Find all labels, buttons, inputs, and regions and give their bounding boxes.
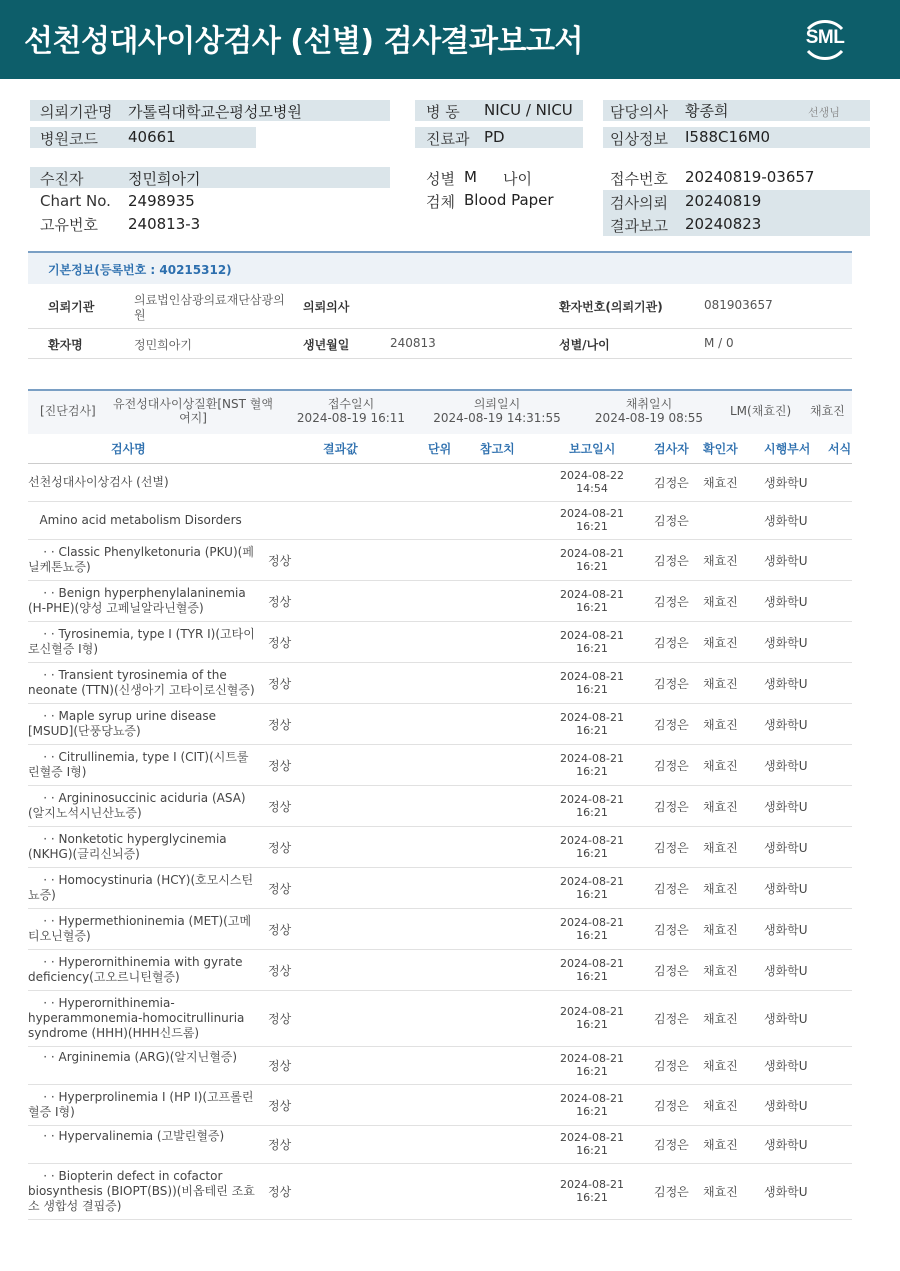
confirmer-name: 채효진 (703, 800, 738, 814)
report-time: 16:21 (576, 1105, 608, 1118)
test-name: · · Hyperornithinemia-hyperammonemia-homocitrullinuria syndrome (HHH)(HHH신드롬) (28, 996, 249, 1040)
dept-name: 생화학U (764, 1138, 808, 1152)
table-row (28, 501, 852, 540)
table-row (28, 990, 852, 1047)
test-name: Amino acid metabolism Disorders (28, 513, 242, 527)
confirmer-name: 채효진 (703, 882, 738, 896)
report-time: 16:21 (576, 560, 608, 573)
report-date: 2024-08-21 (560, 752, 624, 765)
dept-name: 생화학U (764, 964, 808, 978)
confirmer-name: 채효진 (703, 923, 738, 937)
test-name: · · Hypermethioninemia (MET)(고메티오닌혈증) (28, 914, 252, 943)
dept-name: 생화학U (764, 759, 808, 773)
report-time: 16:21 (576, 888, 608, 901)
report-date: 2024-08-21 (560, 916, 624, 929)
test-name: · · Hyperornithinemia with gyrate deficiency(고오르니틴혈증) (28, 955, 247, 984)
basic-name-label: 환자명 (48, 338, 83, 352)
diag-collect-value: 2024-08-19 08:55 (594, 411, 704, 425)
report-datetime (554, 793, 630, 819)
basic-org-value-1: 의료법인삼광의료재단삼광의 (134, 293, 285, 307)
sex-label: 성별 (426, 170, 455, 188)
basic-info-header (28, 251, 852, 284)
dept-name: 생화학U (764, 595, 808, 609)
table-row (28, 1163, 852, 1220)
test-name: · · Biopterin defect in cofactor biosynthesis (BIOPT(BS))(비옵테린 조효소 생합성 결핍증) (28, 1169, 255, 1213)
report-date: 2024-08-21 (560, 670, 624, 683)
report-title: 선천성대사이상검사 (선별) 검사결과보고서 (24, 24, 583, 59)
tester-name: 김정은 (654, 677, 689, 691)
diag-receipt (286, 397, 416, 425)
report-time: 16:21 (576, 847, 608, 860)
doctor-label: 담당의사 (610, 103, 668, 121)
report-time: 16:21 (576, 765, 608, 778)
ward-label: 병 동 (426, 103, 460, 121)
dept-name: 생화학U (764, 841, 808, 855)
receipt-label: 접수번호 (610, 170, 668, 188)
dept-name: 생화학U (764, 1059, 808, 1073)
report-datetime (554, 507, 630, 533)
table-row (28, 908, 852, 950)
logo-text: SML (805, 27, 845, 48)
tester-name: 김정은 (654, 1059, 689, 1073)
request-value: 20240819 (685, 192, 762, 210)
basic-info-row-2 (28, 328, 852, 359)
th-confirmer: 확인자 (703, 442, 738, 456)
test-name: · · Transient tyrosinemia of the neonate (TTN)(신생아기 고타이로신혈증) (28, 668, 255, 697)
test-name: · · Benign hyperphenylalaninemia (H-PHE)(양성 고페닐알라닌혈증) (28, 586, 250, 615)
report-datetime (554, 469, 630, 495)
basic-sexage-value: M / 0 (704, 336, 734, 350)
report-datetime (554, 834, 630, 860)
report-time: 16:21 (576, 601, 608, 614)
age-label: 나이 (503, 170, 532, 188)
confirmer-name: 채효진 (703, 1059, 738, 1073)
result-value: 정상 (268, 882, 292, 896)
report-label: 결과보고 (610, 217, 668, 235)
table-row (28, 539, 852, 581)
doctor-note: 선생님 (808, 106, 840, 119)
report-time: 16:21 (576, 1018, 608, 1031)
results-table-header (28, 432, 852, 464)
report-time: 14:54 (576, 482, 608, 495)
report-date: 2024-08-21 (560, 588, 624, 601)
report-datetime (554, 1052, 630, 1078)
report-time: 16:21 (576, 1191, 608, 1204)
dept-name: 생화학U (764, 1099, 808, 1113)
specimen-label: 검체 (426, 193, 455, 211)
dept-value: PD (484, 128, 505, 146)
report-header (0, 0, 900, 79)
th-name: 검사명 (111, 442, 146, 456)
test-name: · · Argininemia (ARG)(알지닌혈증) (28, 1050, 238, 1064)
report-datetime (554, 629, 630, 655)
diagnosis-summary (28, 389, 852, 434)
basic-sexage-label: 성별/나이 (559, 338, 610, 352)
tester-name: 김정은 (654, 1138, 689, 1152)
test-name: · · Classic Phenylketonuria (PKU)(페닐케톤뇨증) (28, 545, 254, 574)
test-name: · · Tyrosinemia, type I (TYR I)(고타이로신혈증 I형) (28, 627, 255, 656)
org-label: 의뢰기관명 (40, 103, 113, 121)
report-datetime (554, 1005, 630, 1031)
confirmer-name: 채효진 (703, 964, 738, 978)
table-row (28, 949, 852, 991)
basic-name-value: 정민희아기 (134, 338, 192, 352)
th-result: 결과값 (323, 442, 358, 456)
confirmer-name: 채효진 (703, 636, 738, 650)
table-row (28, 580, 852, 622)
report-value: 20240823 (685, 215, 762, 233)
report-time: 16:21 (576, 929, 608, 942)
basic-info-section (28, 251, 852, 359)
clinical-label: 임상정보 (610, 130, 668, 148)
table-row (28, 621, 852, 663)
dept-name: 생화학U (764, 476, 808, 490)
sex-value: M (464, 168, 477, 186)
th-tester: 검사자 (654, 442, 689, 456)
diag-lm: LM(채효진) (730, 404, 792, 418)
report-datetime (554, 547, 630, 573)
table-row (28, 463, 852, 502)
basic-org-value-2: 원 (134, 308, 146, 322)
report-datetime (554, 916, 630, 942)
org-value: 가톨릭대학교은평성모병원 (128, 103, 302, 121)
result-value: 정상 (268, 1138, 292, 1152)
report-date: 2024-08-21 (560, 834, 624, 847)
tester-name: 김정은 (654, 1012, 689, 1026)
dept-name: 생화학U (764, 677, 808, 691)
diag-name-line2: 여지] (179, 411, 207, 425)
report-time: 16:21 (576, 683, 608, 696)
result-value: 정상 (268, 677, 292, 691)
report-datetime (554, 711, 630, 737)
report-date: 2024-08-21 (560, 793, 624, 806)
dept-name: 생화학U (764, 636, 808, 650)
test-name: · · Citrullinemia, type I (CIT)(시트룰린혈증 I형) (28, 750, 249, 779)
result-value: 정상 (268, 1099, 292, 1113)
diag-request (428, 397, 566, 425)
report-date: 2024-08-21 (560, 1131, 624, 1144)
result-value: 정상 (268, 636, 292, 650)
dept-name: 생화학U (764, 800, 808, 814)
tester-name: 김정은 (654, 964, 689, 978)
dept-label: 진료과 (426, 130, 470, 148)
basic-doctor-label: 의뢰의사 (303, 300, 350, 314)
report-date: 2024-08-21 (560, 711, 624, 724)
report-time: 16:21 (576, 806, 608, 819)
hospcode-value: 40661 (128, 128, 176, 146)
report-time: 16:21 (576, 642, 608, 655)
diag-person: 채효진 (810, 404, 845, 418)
table-row (28, 785, 852, 827)
diag-collect-label: 채취일시 (625, 397, 673, 411)
result-value: 정상 (268, 964, 292, 978)
report-date: 2024-08-21 (560, 1052, 624, 1065)
chart-value: 2498935 (128, 192, 195, 210)
table-row (28, 1125, 852, 1164)
report-datetime (554, 1092, 630, 1118)
tester-name: 김정은 (654, 718, 689, 732)
dept-name: 생화학U (764, 923, 808, 937)
confirmer-name: 채효진 (703, 1185, 738, 1199)
result-value: 정상 (268, 554, 292, 568)
report-date: 2024-08-21 (560, 875, 624, 888)
report-date: 2024-08-21 (560, 1005, 624, 1018)
report-date: 2024-08-21 (560, 1092, 624, 1105)
report-date: 2024-08-21 (560, 507, 624, 520)
th-dept: 시행부서 (764, 442, 811, 456)
hospcode-label: 병원코드 (40, 130, 98, 148)
tester-name: 김정은 (654, 800, 689, 814)
report-time: 16:21 (576, 1144, 608, 1157)
basic-birth-label: 생년월일 (303, 338, 350, 352)
report-datetime (554, 875, 630, 901)
report-datetime (554, 957, 630, 983)
report-date: 2024-08-21 (560, 957, 624, 970)
confirmer-name: 채효진 (703, 476, 738, 490)
test-name: · · Hypervalinemia (고발린혈증) (28, 1129, 225, 1143)
dept-name: 생화학U (764, 554, 808, 568)
tester-name: 김정은 (654, 595, 689, 609)
result-value: 정상 (268, 595, 292, 609)
request-label: 검사의뢰 (610, 194, 668, 212)
basic-info-title: 기본정보(등록번호 : 40215312) (48, 263, 232, 277)
report-datetime (554, 670, 630, 696)
report-datetime (554, 588, 630, 614)
tester-name: 김정은 (654, 554, 689, 568)
result-value: 정상 (268, 1185, 292, 1199)
th-date: 보고일시 (569, 442, 616, 456)
report-datetime (554, 1178, 630, 1204)
patient-bar (30, 167, 390, 188)
ward-value: NICU / NICU (484, 101, 573, 119)
dept-name: 생화학U (764, 718, 808, 732)
result-value: 정상 (268, 1012, 292, 1026)
test-name: · · Maple syrup urine disease [MSUD](단풍당뇨증) (28, 709, 220, 738)
tester-name: 김정은 (654, 636, 689, 650)
tester-name: 김정은 (654, 882, 689, 896)
result-value: 정상 (268, 841, 292, 855)
confirmer-name: 채효진 (703, 595, 738, 609)
th-form: 서식 (828, 442, 852, 456)
diag-tag: [진단검사] (40, 404, 96, 418)
tester-name: 김정은 (654, 759, 689, 773)
diag-request-label: 의뢰일시 (473, 397, 521, 411)
receipt-value: 20240819-03657 (685, 168, 815, 186)
confirmer-name: 채효진 (703, 718, 738, 732)
basic-org-label: 의뢰기관 (48, 300, 95, 314)
diag-receipt-value: 2024-08-19 16:11 (296, 411, 406, 425)
report-time: 16:21 (576, 970, 608, 983)
diag-request-value: 2024-08-19 14:31:55 (433, 411, 561, 425)
tester-name: 김정은 (654, 841, 689, 855)
result-value: 정상 (268, 923, 292, 937)
diag-name (108, 397, 278, 425)
report-datetime (554, 752, 630, 778)
table-row (28, 1046, 852, 1085)
confirmer-name: 채효진 (703, 1012, 738, 1026)
tester-name: 김정은 (654, 514, 689, 528)
diag-name-line1: 유전성대사이상질환[NST 혈액 (113, 397, 273, 411)
dept-name: 생화학U (764, 882, 808, 896)
result-value: 정상 (268, 759, 292, 773)
result-value: 정상 (268, 1059, 292, 1073)
specimen-value: Blood Paper (464, 191, 554, 209)
confirmer-name: 채효진 (703, 1099, 738, 1113)
unique-value: 240813-3 (128, 215, 201, 233)
chart-label: Chart No. (40, 192, 111, 210)
report-date: 2024-08-22 (560, 469, 624, 482)
result-value: 정상 (268, 718, 292, 732)
table-row (28, 826, 852, 868)
tester-name: 김정은 (654, 1185, 689, 1199)
dept-name: 생화학U (764, 1012, 808, 1026)
tester-name: 김정은 (654, 1099, 689, 1113)
basic-info-row-1 (28, 284, 852, 329)
unique-label: 고유번호 (40, 216, 98, 234)
tester-name: 김정은 (654, 923, 689, 937)
table-row (28, 1084, 852, 1126)
report-time: 16:21 (576, 724, 608, 737)
clinical-value: I588C16M0 (685, 128, 771, 146)
table-row (28, 744, 852, 786)
table-row (28, 662, 852, 704)
report-time: 16:21 (576, 1065, 608, 1078)
report-date: 2024-08-21 (560, 547, 624, 560)
basic-pid-value: 081903657 (704, 298, 773, 312)
dept-name: 생화학U (764, 1185, 808, 1199)
diag-receipt-label: 접수일시 (327, 397, 375, 411)
confirmer-name: 채효진 (703, 554, 738, 568)
table-row (28, 703, 852, 745)
doctor-value: 황종희 (685, 102, 729, 120)
patient-value: 정민희아기 (128, 170, 201, 188)
confirmer-name: 채효진 (703, 759, 738, 773)
report-date: 2024-08-21 (560, 1178, 624, 1191)
test-name: · · Homocystinuria (HCY)(호모시스틴뇨증) (28, 873, 254, 902)
test-name: 선천성대사이상검사 (선별) (28, 475, 169, 489)
report-date: 2024-08-21 (560, 629, 624, 642)
basic-birth-value: 240813 (390, 336, 436, 350)
result-value: 정상 (268, 800, 292, 814)
basic-pid-label: 환자번호(의뢰기관) (559, 300, 663, 314)
th-unit: 단위 (428, 442, 452, 456)
test-name: · · Nonketotic hyperglycinemia (NKHG)(글리신뇌증) (28, 832, 231, 861)
sml-logo (798, 13, 852, 67)
test-name: · · Argininosuccinic aciduria (ASA)(알지노석시닌산뇨증) (28, 791, 246, 820)
tester-name: 김정은 (654, 476, 689, 490)
dept-name: 생화학U (764, 514, 808, 528)
report-time: 16:21 (576, 520, 608, 533)
diag-collect (584, 397, 714, 425)
test-name: · · Hyperprolinemia I (HP I)(고프롤린혈증 I형) (28, 1090, 254, 1119)
patient-label: 수진자 (40, 170, 84, 188)
confirmer-name: 채효진 (703, 841, 738, 855)
report-datetime (554, 1131, 630, 1157)
table-row (28, 867, 852, 909)
confirmer-name: 채효진 (703, 1138, 738, 1152)
confirmer-name: 채효진 (703, 677, 738, 691)
th-ref: 참고치 (480, 442, 515, 456)
